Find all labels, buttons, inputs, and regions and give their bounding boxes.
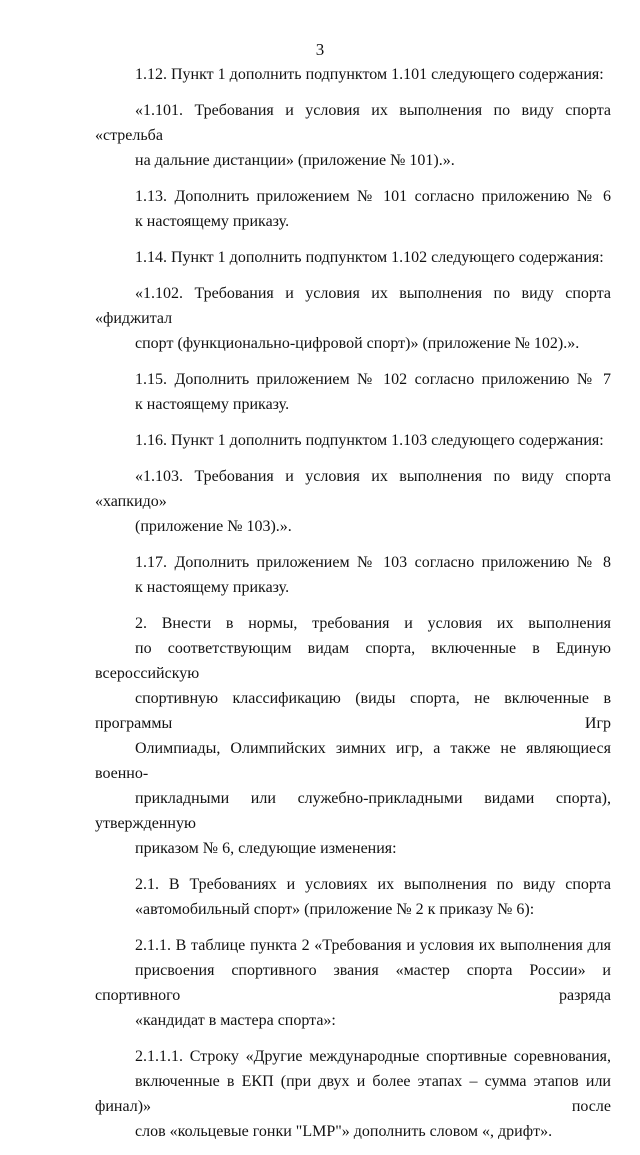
paragraph [95, 184, 611, 234]
paragraph-line: «1.103. Требования и условия их выполнения по виду спорта «хапкидо» [95, 468, 611, 510]
paragraph-line: к настоящему приказу. [135, 396, 290, 413]
paragraph [95, 933, 611, 1033]
paragraph [95, 464, 611, 539]
paragraph-line: «1.101. Требования и условия их выполнения по виду спорта «стрельба [95, 102, 611, 144]
paragraph [95, 281, 611, 356]
paragraph-line: включенные в ЕКП (при двух и более этапах – сумма этапов или финал)» после [95, 1073, 611, 1115]
paragraph-line: 2.1.1.1. Строку «Другие международные спортивные соревнования, [135, 1048, 611, 1065]
paragraph [95, 428, 611, 453]
paragraph [95, 98, 611, 173]
paragraph-line: на дальние дистанции» (приложение № 101).». [135, 152, 455, 169]
paragraph [95, 367, 611, 417]
paragraph-line: 2.1. В Требованиях и условиях их выполнения по виду спорта [135, 876, 611, 893]
paragraph-line: «автомобильный спорт» (приложение № 2 к приказу № 6): [135, 901, 535, 918]
paragraph-line: 1.12. Пункт 1 дополнить подпунктом 1.101 следующего содержания: [135, 66, 604, 83]
paragraph [95, 1044, 611, 1144]
paragraph-line: 1.17. Дополнить приложением № 103 согласно приложению № 8 [135, 554, 611, 571]
paragraph-line: 2. Внести в нормы, требования и условия их выполнения [135, 615, 611, 632]
paragraph-line: 1.15. Дополнить приложением № 102 согласно приложению № 7 [135, 371, 611, 388]
paragraph-line: 2.1.1. В таблице пункта 2 «Требования и условия их выполнения для [135, 937, 611, 954]
paragraph-line: к настоящему приказу. [135, 579, 290, 596]
paragraph-line: спорт (функционально-цифровой спорт)» (приложение № 102).». [135, 335, 580, 352]
paragraph-line: присвоения спортивного звания «мастер спорта России» и спортивного разряда [95, 962, 611, 1004]
paragraph-line: по соответствующим видам спорта, включенные в Единую всероссийскую [95, 640, 611, 682]
paragraph [95, 872, 611, 922]
paragraph-line: слов «кольцевые гонки "LMP"» дополнить словом «, дрифт». [135, 1123, 553, 1140]
paragraph-line: 1.14. Пункт 1 дополнить подпунктом 1.102 следующего содержания: [135, 249, 604, 266]
paragraph-line: 1.13. Дополнить приложением № 101 согласно приложению № 6 [135, 188, 611, 205]
paragraph-line: «кандидат в мастера спорта»: [135, 1012, 336, 1029]
paragraph-line: спортивную классификацию (виды спорта, не включенные в программы Игр [95, 690, 611, 732]
paragraph [95, 550, 611, 600]
paragraph [95, 62, 611, 87]
paragraph [95, 245, 611, 270]
paragraph-line: к настоящему приказу. [135, 213, 290, 230]
paragraph-line: «1.102. Требования и условия их выполнения по виду спорта «фиджитал [95, 285, 611, 327]
paragraph-line: 1.16. Пункт 1 дополнить подпунктом 1.103 следующего содержания: [135, 432, 604, 449]
paragraph-line: прикладными или служебно-прикладными видами спорта), утвержденную [95, 790, 611, 832]
paragraph-line: (приложение № 103).». [135, 518, 292, 535]
document-body [95, 62, 611, 1155]
paragraph [95, 611, 611, 861]
paragraph-line: Олимпиады, Олимпийских зимних игр, а также не являющиеся военно- [95, 740, 611, 782]
page-number: 3 [315, 40, 325, 59]
paragraph-line: приказом № 6, следующие изменения: [135, 840, 397, 857]
